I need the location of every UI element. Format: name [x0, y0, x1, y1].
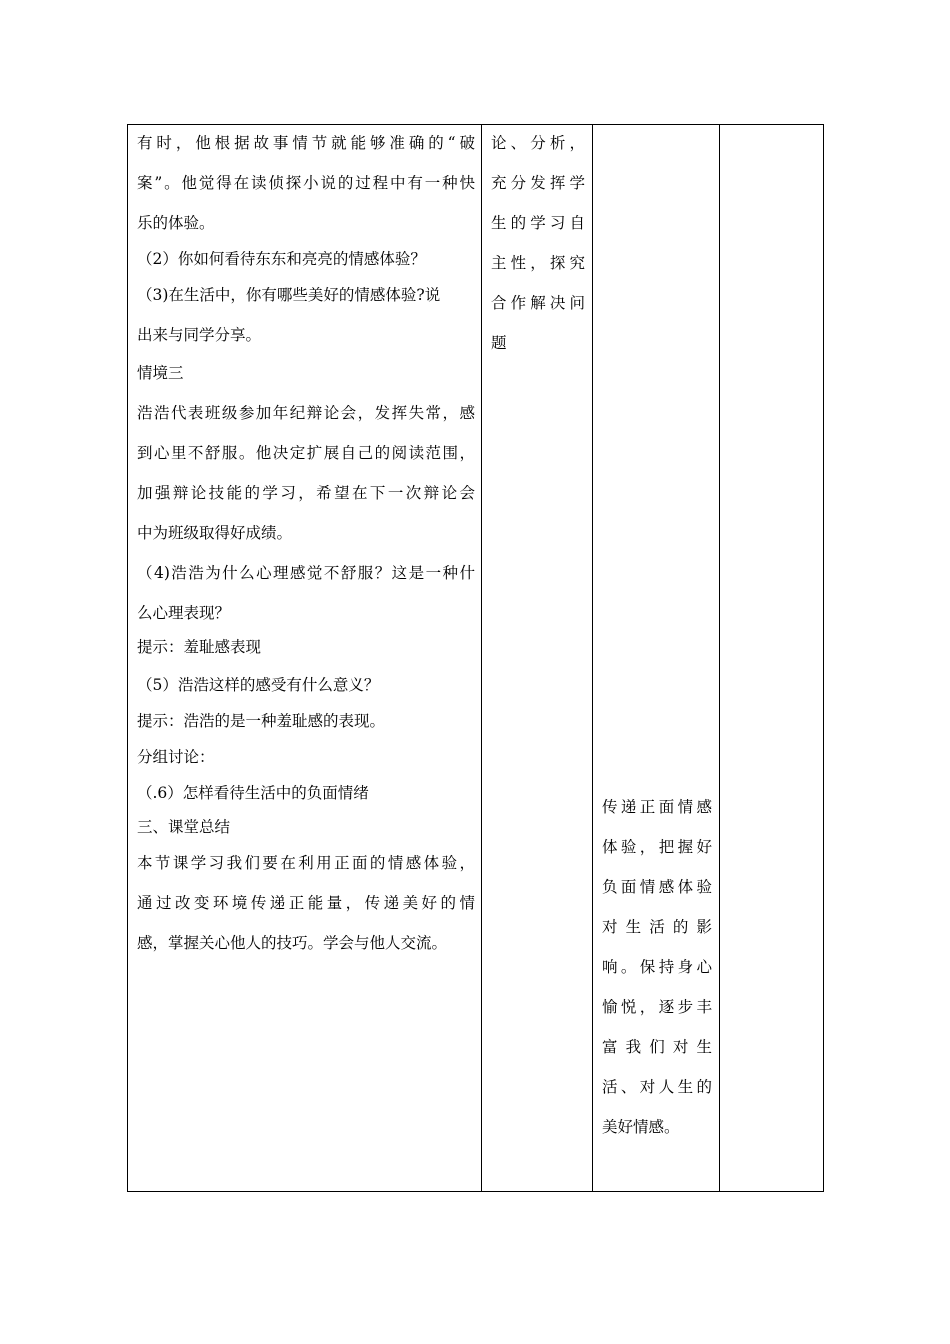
- design-intent-line: 美好情感。: [602, 1118, 680, 1136]
- notes-content: [720, 125, 823, 1191]
- teaching-process-line: 情境三: [137, 364, 184, 382]
- teaching-process-line: （4)浩浩为什么心理感觉不舒服？这是一种什: [137, 564, 475, 582]
- student-activity-line: 题: [491, 334, 507, 352]
- teaching-process-line: 本节课学习我们要在利用正面的情感体验，: [137, 854, 475, 872]
- student-activity-cell: [482, 125, 593, 1192]
- teaching-process-line: 乐的体验。: [137, 214, 215, 232]
- teaching-process-line: （5）浩浩这样的感受有什么意义？: [137, 676, 380, 694]
- design-intent-line: 负面情感体验: [602, 878, 712, 896]
- design-intent-line: 活、对人生的: [602, 1078, 712, 1096]
- student-activity-line: 充分发挥学: [491, 174, 585, 192]
- design-intent-line: 富我们对生: [602, 1038, 712, 1056]
- student-activity-line: 生的学习自: [491, 214, 585, 232]
- design-intent-line: 对生活的影: [602, 918, 712, 936]
- teaching-process-cell: [128, 125, 482, 1192]
- teaching-process-line: 么心理表现？: [137, 604, 231, 622]
- student-activity-line: 合作解决问: [491, 294, 585, 312]
- teaching-process-line: （3)在生活中，你有哪些美好的情感体验?说: [137, 286, 441, 304]
- teaching-process-line: 加强辩论技能的学习，希望在下一次辩论会: [137, 484, 475, 502]
- design-intent-line: 传递正面情感: [602, 798, 712, 816]
- teaching-process-line: 提示：浩浩的是一种羞耻感的表现。: [137, 712, 386, 730]
- teaching-process-line: 有时，他根据故事情节就能够准确的“破: [137, 134, 475, 152]
- student-activity-line: 主性，探究: [491, 254, 585, 272]
- design-intent-line: 响。保持身心: [602, 958, 712, 976]
- teaching-process-line: 浩浩代表班级参加年纪辩论会，发挥失常，感: [137, 404, 475, 422]
- notes-cell: [720, 125, 824, 1192]
- teaching-process-content: [128, 125, 481, 1191]
- teaching-process-line: 到心里不舒服。他决定扩展自己的阅读范围，: [137, 444, 475, 462]
- student-activity-content: [482, 125, 592, 1191]
- design-intent-line: 体验，把握好: [602, 838, 712, 856]
- design-intent-line: 愉悦，逐步丰: [602, 998, 712, 1016]
- design-intent-cell: [593, 125, 720, 1192]
- teaching-process-line: 提示：羞耻感表现: [137, 638, 262, 656]
- teaching-process-line: 出来与同学分享。: [137, 326, 262, 344]
- teaching-process-line: 三、课堂总结: [137, 818, 231, 836]
- teaching-process-line: 感，掌握关心他人的技巧。学会与他人交流。: [137, 934, 448, 952]
- student-activity-line: 论、分析，: [491, 134, 585, 152]
- lesson-plan-table: [127, 124, 824, 1192]
- design-intent-content: [593, 125, 719, 1191]
- teaching-process-line: 中为班级取得好成绩。: [137, 524, 293, 542]
- table-row: [128, 125, 824, 1192]
- teaching-process-line: （.6）怎样看待生活中的负面情绪: [137, 784, 369, 802]
- teaching-process-line: 通过改变环境传递正能量，传递美好的情: [137, 894, 475, 912]
- teaching-process-line: 案”。他觉得在读侦探小说的过程中有一种快: [137, 174, 475, 192]
- teaching-process-line: 分组讨论：: [137, 748, 215, 766]
- teaching-process-line: （2）你如何看待东东和亮亮的情感体验？: [137, 250, 426, 268]
